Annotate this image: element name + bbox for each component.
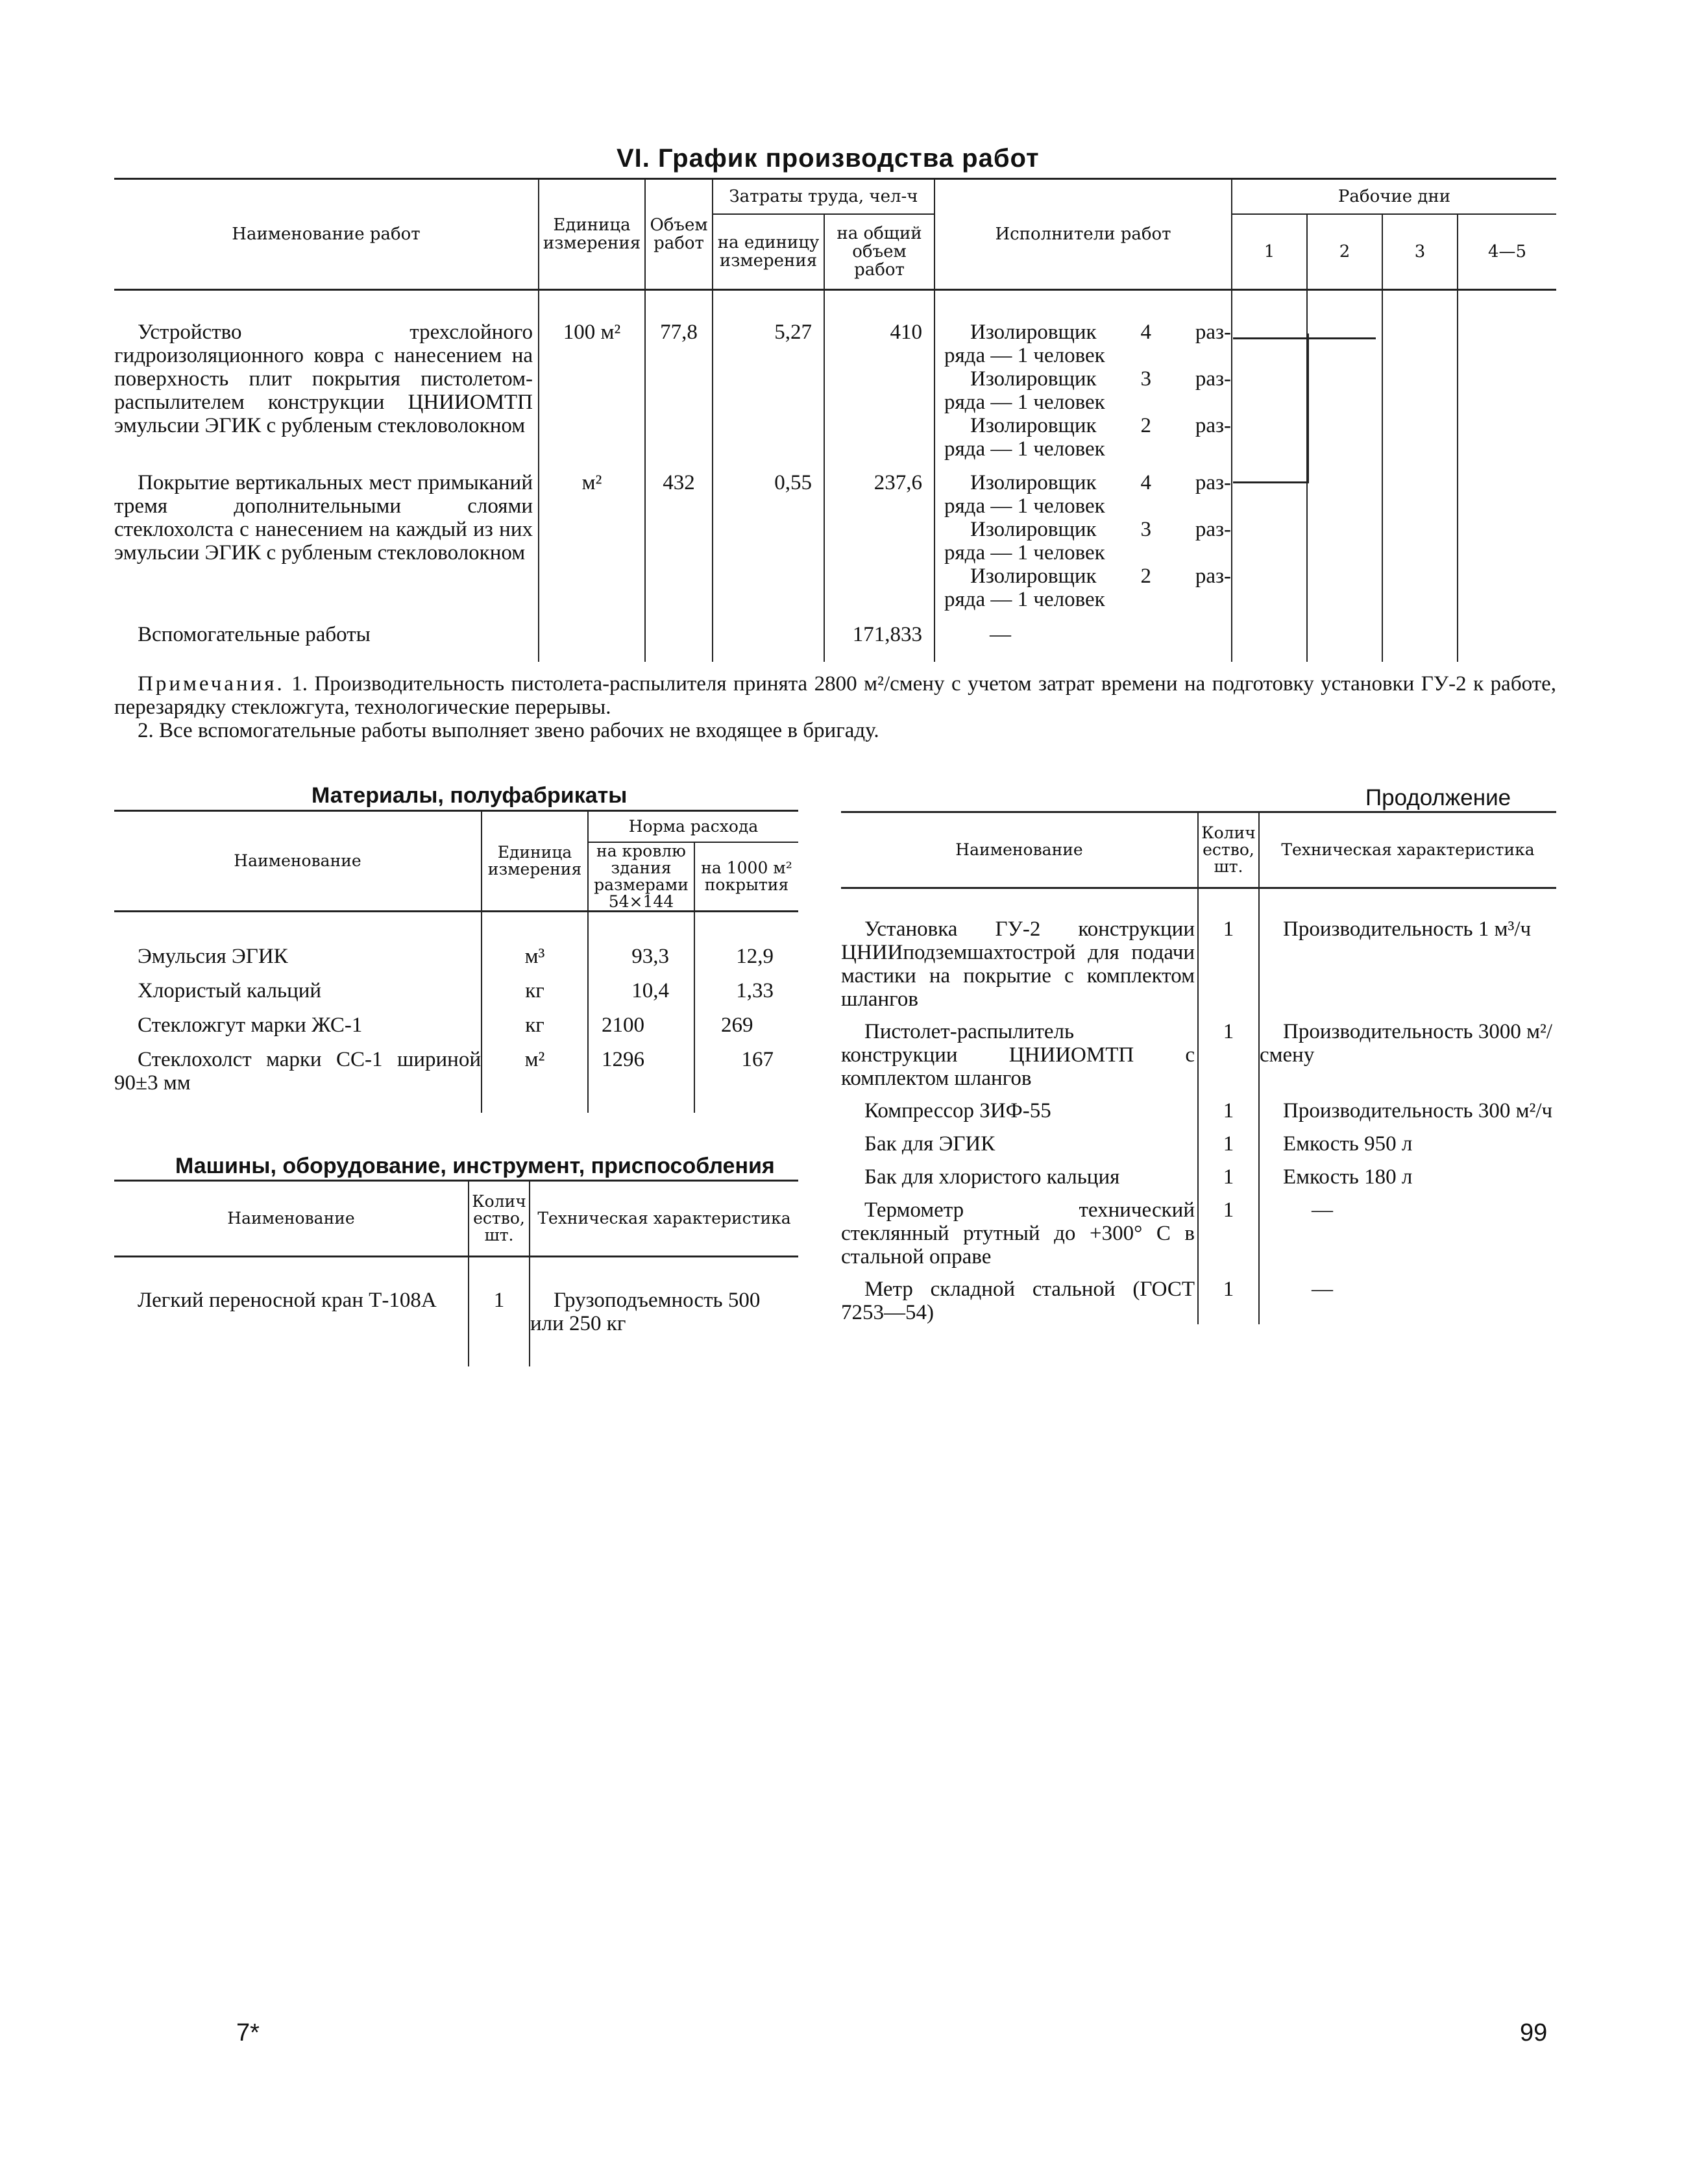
cont-name: Термометр технический стеклянный ртутный до +300° С в стальной оправе [841, 1198, 1195, 1268]
header-volume: Объем работ [645, 179, 713, 290]
continuation-table [841, 811, 1556, 1324]
executor-worker: Изолировщик [970, 564, 1097, 588]
mat-name: Эмульсия ЭГИК [138, 945, 288, 968]
executor-worker: Изолировщик [970, 518, 1097, 541]
mat-per1000: 167 [694, 1037, 798, 1113]
notes [114, 672, 1556, 742]
cont-spec: Производительность 3000 м²/смену [1259, 1011, 1556, 1090]
header-total: на общий объем работ [824, 214, 935, 290]
note-2: 2. Все вспомогательные работы выполняет звено рабочих не входящее в бригаду. [138, 719, 879, 742]
mat-unit: кг [482, 969, 588, 1003]
executor-rest: ряда — 1 человек [944, 391, 1105, 414]
signature-mark: 7* [236, 2019, 260, 2046]
table-row [114, 1003, 798, 1037]
table-row [114, 969, 798, 1003]
work-name: Покрытие вертикальных мест примыканий тремя дополнительными слоями стеклохолста с нанесением на каждый из них эмульсии ЭГИК с рубленым стекловолокном [114, 471, 533, 564]
mach-header-qty: Количество, шт. [469, 1181, 530, 1257]
executor-grade: 2 [1140, 564, 1151, 588]
cont-spec: — [1259, 1189, 1556, 1268]
cont-qty: 1 [1198, 1090, 1259, 1123]
executor-suffix: раз- [1195, 414, 1231, 437]
gantt-tick [1307, 343, 1309, 483]
executor-rest: ряда — 1 человек [944, 494, 1105, 518]
cont-qty: 1 [1198, 1268, 1259, 1324]
mat-header-norm: Норма расхода [588, 811, 798, 843]
cont-spec: Производительность 1 м³/ч [1259, 888, 1556, 1012]
table-row [841, 888, 1556, 1012]
labor-per-unit: 5,27 [713, 290, 824, 461]
table-row [841, 1090, 1556, 1123]
executor-worker: Изолировщик [970, 321, 1097, 344]
table-row [841, 1268, 1556, 1324]
cont-qty: 1 [1198, 1189, 1259, 1268]
executor-suffix: раз- [1195, 471, 1231, 494]
executor-worker: Изолировщик [970, 367, 1097, 391]
labor-total: 410 [824, 290, 935, 461]
labor-per-unit: 0,55 [713, 461, 824, 611]
executor-rest: ряда — 1 человек [944, 344, 1105, 367]
executor-worker: Изолировщик [970, 414, 1097, 437]
page-number: 99 [1520, 2019, 1548, 2046]
gantt-bar-row2 [1233, 481, 1309, 483]
mach-name: Легкий переносной кран Т-108А [138, 1289, 437, 1312]
machines-table [114, 1180, 798, 1366]
cont-qty: 1 [1198, 1123, 1259, 1156]
table-row [114, 912, 798, 969]
mat-header-per1000: на 1000 м² покрытия [694, 842, 798, 912]
executor-suffix: раз- [1195, 518, 1231, 541]
labor-total: 171,833 [824, 611, 935, 662]
cont-qty: 1 [1198, 1156, 1259, 1189]
mat-header-unit: Единица измерения [482, 811, 588, 912]
notes-label: Примечания. [138, 672, 285, 696]
cont-header-name: Наименование [841, 812, 1198, 888]
mat-roof: 1296 [588, 1037, 694, 1113]
cont-name: Бак для ЭГИК [864, 1132, 996, 1156]
mat-name: Стеклохолст марки СС-1 шириной 90±3 мм [114, 1048, 481, 1095]
table-row [841, 1156, 1556, 1189]
table-row [841, 1189, 1556, 1268]
table-row [114, 1257, 798, 1367]
mat-per1000: 12,9 [694, 912, 798, 969]
executor-worker: Изолировщик [970, 471, 1097, 494]
work-name: Устройство трехслойного гидроизоляционного ковра с нанесением на поверхность плит покрытия пистолетом-распылителем конструкции ЦНИИОМТП эмульсии ЭГИК с рубленым стекловолокном [114, 321, 533, 437]
header-day-4-5: 4—5 [1458, 214, 1556, 290]
schedule-table [114, 178, 1556, 662]
table-row [114, 611, 1556, 662]
materials-title: Материалы, полуфабрикаты [312, 783, 628, 808]
cont-spec: Емкость 180 л [1259, 1156, 1556, 1189]
executors-list [935, 461, 1232, 611]
mat-unit: кг [482, 1003, 588, 1037]
machines-title: Машины, оборудование, инструмент, приспособления [175, 1154, 775, 1178]
header-unit: Единица измерения [539, 179, 645, 290]
mach-spec: Грузоподъемность 500 или 250 кг [530, 1257, 798, 1367]
executor-rest: ряда — 1 человек [944, 541, 1105, 564]
labor-total: 237,6 [824, 461, 935, 611]
mat-roof: 10,4 [588, 969, 694, 1003]
cont-name: Пистолет-распылитель конструкции ЦНИИОМТП с комплектом шлангов [841, 1020, 1195, 1090]
mat-roof: 93,3 [588, 912, 694, 969]
table-row [841, 1011, 1556, 1090]
executor-rest: ряда — 1 человек [944, 437, 1105, 461]
header-workdays: Рабочие дни [1232, 179, 1556, 215]
work-unit: 100 м² [539, 290, 645, 461]
gantt-bar-row1 [1233, 337, 1376, 339]
mat-header-roof: на кровлю здания размерами 54×144 [588, 842, 694, 912]
note-1: 1. Производительность пистолета-распылителя принята 2800 м²/смену с учетом затрат времени на подготовку установки ГУ-2 к работе, перезарядку стекложгута, технологические перерывы. [114, 672, 1556, 719]
header-per-unit: на единицу измерения [713, 214, 824, 290]
table-row [841, 1123, 1556, 1156]
mat-per1000: 1,33 [694, 969, 798, 1003]
work-volume: 432 [645, 461, 713, 611]
executors-list [935, 290, 1232, 461]
executor-grade: 3 [1140, 367, 1151, 391]
executor-suffix: раз- [1195, 367, 1231, 391]
executor-grade: 2 [1140, 414, 1151, 437]
work-unit: м² [539, 461, 645, 611]
cont-spec: — [1259, 1268, 1556, 1324]
cont-spec: Емкость 950 л [1259, 1123, 1556, 1156]
header-day-3: 3 [1382, 214, 1458, 290]
header-day-2: 2 [1307, 214, 1382, 290]
work-volume: 77,8 [645, 290, 713, 461]
executor-grade: 4 [1140, 321, 1151, 344]
cont-header-qty: Количество, шт. [1198, 812, 1259, 888]
executor-grade: 3 [1140, 518, 1151, 541]
header-name: Наименование работ [114, 179, 539, 290]
table-row [114, 461, 1556, 611]
cont-name: Компрессор ЗИФ-55 [864, 1099, 1051, 1122]
work-name: Вспомогательные работы [138, 623, 371, 646]
mach-qty: 1 [469, 1257, 530, 1367]
header-labor: Затраты труда, чел-ч [713, 179, 935, 215]
table-row [114, 290, 1556, 461]
executors-none: — [935, 611, 1232, 662]
mach-header-spec: Техническая характеристика [530, 1181, 798, 1257]
cont-qty: 1 [1198, 888, 1259, 1012]
mat-header-name: Наименование [114, 811, 482, 912]
header-executors: Исполнители работ [935, 179, 1232, 290]
cont-qty: 1 [1198, 1011, 1259, 1090]
mach-header-name: Наименование [114, 1181, 469, 1257]
mat-name: Хлористый кальций [138, 979, 322, 1002]
cont-spec: Производительность 300 м²/ч [1259, 1090, 1556, 1123]
header-day-1: 1 [1232, 214, 1307, 290]
mat-per1000: 269 [694, 1003, 798, 1037]
mat-name: Стекложгут марки ЖС-1 [138, 1013, 363, 1037]
executor-grade: 4 [1140, 471, 1151, 494]
mat-roof: 2100 [588, 1003, 694, 1037]
continuation-label: Продолжение [1365, 785, 1511, 810]
cont-header-spec: Техническая характеристика [1259, 812, 1556, 888]
mat-unit: м³ [482, 912, 588, 969]
cont-name: Метр складной стальной (ГОСТ 7253—54) [841, 1278, 1195, 1324]
executor-suffix: раз- [1195, 321, 1231, 344]
section-title: VI. График производства работ [617, 144, 1040, 173]
table-row [114, 1037, 798, 1113]
cont-name: Бак для хлористого кальция [864, 1165, 1120, 1189]
materials-table [114, 810, 798, 1113]
executor-rest: ряда — 1 человек [944, 588, 1105, 611]
cont-name: Установка ГУ-2 конструкции ЦНИИподземшахтострой для подачи мастики на покрытие с комплектом шлангов [841, 917, 1195, 1011]
executor-suffix: раз- [1195, 564, 1231, 588]
mat-unit: м² [482, 1037, 588, 1113]
